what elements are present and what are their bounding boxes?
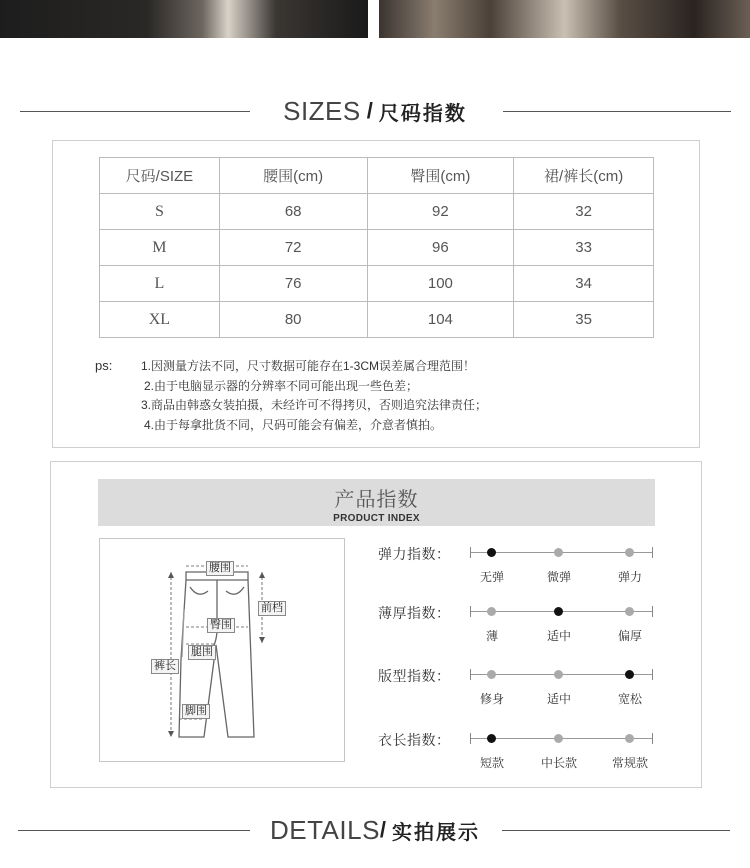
note-item: 4.由于每拿批货不同，尺码可能会有偏差，介意者慎拍。	[144, 417, 443, 432]
notes-list	[141, 357, 487, 435]
scale-dot	[625, 734, 634, 743]
scale-option: 修身	[479, 692, 504, 706]
scale-dot	[554, 548, 563, 557]
scale-cap	[652, 669, 653, 680]
hip-tag: 臀围	[207, 618, 235, 633]
table-row	[100, 194, 654, 230]
length-cell: 33	[514, 230, 654, 266]
thigh-tag: 腿围	[188, 645, 216, 660]
length-cell: 34	[514, 266, 654, 302]
scale-cap	[652, 733, 653, 744]
scale-cap	[470, 547, 471, 558]
waist-cell: 72	[219, 230, 367, 266]
scale-thickness	[378, 603, 658, 643]
note-item: 2.由于电脑显示器的分辨率不同可能出现一些色差；	[144, 378, 419, 393]
scale-dot	[487, 607, 496, 616]
hip-cell: 96	[367, 230, 514, 266]
scale-dot	[487, 670, 496, 679]
notes-label: ps:	[95, 358, 113, 373]
scale-option: 常规款	[611, 756, 648, 770]
scale-option: 宽松	[617, 692, 642, 706]
scale-label: 衣长指数：	[378, 732, 451, 748]
size-table-header-row	[100, 158, 654, 194]
details-heading-title: DETAILS	[269, 814, 380, 845]
scale-label: 版型指数：	[378, 668, 451, 684]
sizes-heading-title: SIZES	[283, 95, 361, 126]
size-panel	[52, 140, 700, 448]
hip-cell: 100	[367, 266, 514, 302]
waist-cell: 76	[219, 266, 367, 302]
scale-cap	[652, 547, 653, 558]
hip-cell: 104	[367, 302, 514, 338]
scale-cap	[470, 669, 471, 680]
scale-dot	[554, 734, 563, 743]
scale-length	[378, 730, 658, 770]
scale-dot	[554, 670, 563, 679]
scale-elasticity	[378, 544, 658, 584]
scale-option: 弹力	[617, 570, 642, 584]
scale-dot	[487, 548, 496, 557]
table-row	[100, 302, 654, 338]
heading-rule-right	[503, 111, 731, 112]
scale-cap	[470, 606, 471, 617]
scale-option: 偏厚	[617, 629, 642, 643]
scale-dot	[487, 734, 496, 743]
heading-rule-right	[502, 830, 730, 831]
waist-tag: 腰围	[206, 561, 234, 576]
size-table-header: 裙/裤长(cm)	[514, 158, 654, 194]
sizes-heading-slash: /	[366, 98, 373, 123]
table-row	[100, 230, 654, 266]
scale-fit	[378, 666, 658, 706]
scale-option: 无弹	[479, 570, 504, 584]
size-cell: L	[100, 266, 220, 302]
length-cell: 32	[514, 194, 654, 230]
scale-dot	[625, 670, 634, 679]
scale-option: 适中	[546, 692, 571, 706]
pants-diagram	[99, 538, 345, 762]
scale-option: 薄	[485, 629, 498, 643]
table-row	[100, 266, 654, 302]
note-item: 3.商品由韩惑女装拍摄，未经许可不得拷贝，否则追究法律责任；	[141, 398, 488, 412]
scale-dot	[554, 607, 563, 616]
hem-tag: 脚围	[182, 704, 210, 719]
scale-label: 弹力指数：	[378, 546, 451, 562]
sizes-heading	[0, 92, 750, 130]
scale-label: 薄厚指数：	[378, 605, 451, 621]
scale-option: 中长款	[540, 756, 577, 770]
heading-rule-left	[18, 830, 250, 831]
product-index-title: 产品指数	[334, 489, 419, 511]
scale-cap	[470, 733, 471, 744]
note-item: 1.因测量方法不同，尺寸数据可能存在1-3CM误差属合理范围！	[141, 359, 476, 373]
product-index-subtitle: PRODUCT INDEX	[333, 513, 420, 524]
photo-strip	[0, 0, 750, 38]
heading-rule-left	[20, 111, 250, 112]
front-rise-tag: 前档	[258, 601, 286, 616]
waist-cell: 80	[219, 302, 367, 338]
scale-cap	[652, 606, 653, 617]
waist-cell: 68	[219, 194, 367, 230]
sizes-heading-cn: 尺码指数	[378, 102, 467, 125]
size-table-header: 臀围(cm)	[367, 158, 514, 194]
scale-dot	[625, 548, 634, 557]
details-heading-slash: /	[379, 817, 387, 842]
size-cell: XL	[100, 302, 220, 338]
product-index-band	[98, 479, 655, 526]
size-table	[99, 157, 654, 338]
product-index-panel	[50, 461, 702, 788]
product-photo-right	[379, 0, 750, 38]
scale-option: 适中	[546, 629, 571, 643]
scale-option: 短款	[479, 756, 504, 770]
details-heading-cn: 实拍展示	[392, 821, 481, 844]
size-cell: M	[100, 230, 220, 266]
scale-dot	[625, 607, 634, 616]
length-cell: 35	[514, 302, 654, 338]
hip-cell: 92	[367, 194, 514, 230]
length-tag: 裤长	[151, 659, 179, 674]
details-heading	[0, 812, 750, 848]
size-cell: S	[100, 194, 220, 230]
scale-option: 微弹	[546, 570, 571, 584]
size-table-header: 尺码/SIZE	[100, 158, 220, 194]
product-photo-left	[0, 0, 368, 38]
size-table-header: 腰围(cm)	[219, 158, 367, 194]
